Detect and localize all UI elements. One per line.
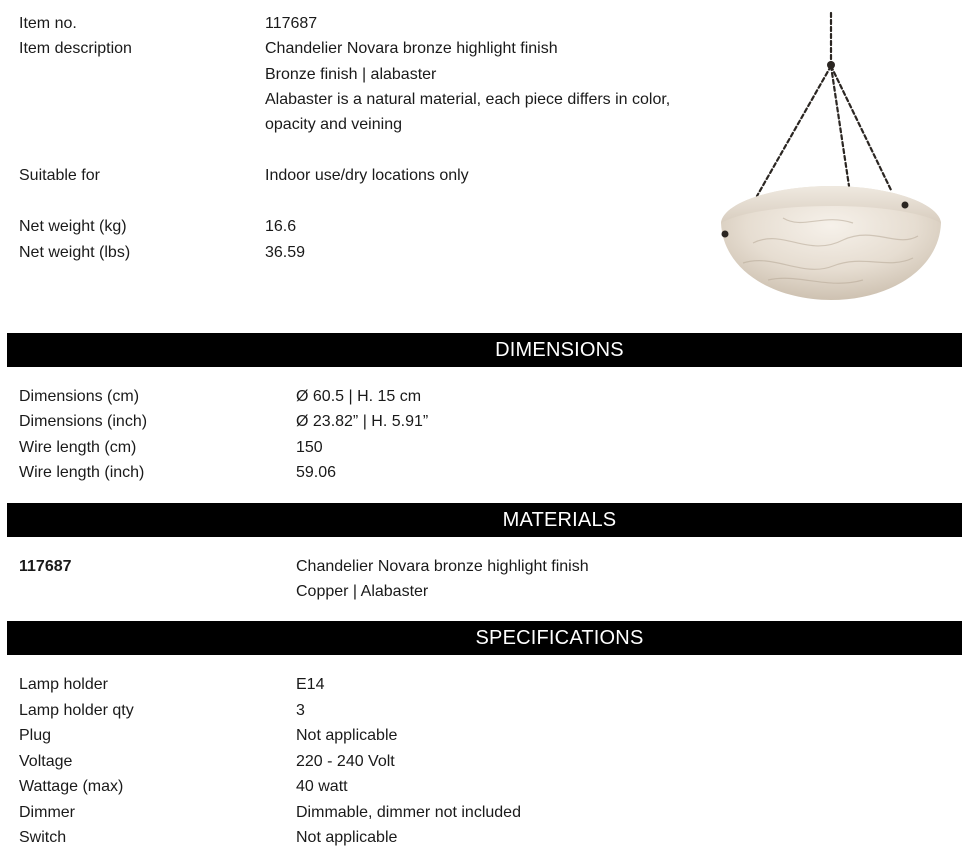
net-weight-kg-value: 16.6 [265,218,297,235]
spec-label: Lamp holder [19,676,108,693]
spec-value: Not applicable [296,829,398,846]
alabaster-chandelier-image [713,8,945,308]
materials-line: Chandelier Novara bronze highlight finish [296,558,589,575]
suitable-for-label: Suitable for [19,167,100,184]
spec-label: Lamp holder qty [19,702,134,719]
dimension-label: Dimensions (inch) [19,413,148,430]
dimension-value: 150 [296,439,323,456]
materials-title: MATERIALS [502,509,617,531]
materials-header [7,503,962,537]
spec-value: 3 [296,702,305,719]
specifications-title: SPECIFICATIONS [475,627,644,649]
item-description-line: opacity and veining [265,116,402,133]
spec-label: Wattage (max) [19,778,124,795]
item-description-line: Chandelier Novara bronze highlight finish [265,40,558,57]
item-description-label: Item description [19,40,132,57]
suitable-for-value: Indoor use/dry locations only [265,167,469,184]
item-no-label: Item no. [19,15,77,32]
dimension-value: Ø 23.82” | H. 5.91” [296,413,429,430]
item-no-value: 117687 [265,15,318,32]
net-weight-lbs-value: 36.59 [265,244,306,261]
spec-value: E14 [296,676,325,693]
spec-label: Plug [19,727,52,744]
dimensions-header [7,333,962,367]
item-description-line: Alabaster is a natural material, each piece differs in color, [265,91,671,108]
dimension-value: 59.06 [296,464,337,481]
dimension-value: Ø 60.5 | H. 15 cm [296,388,422,405]
dimension-label: Dimensions (cm) [19,388,140,405]
item-description-line: Bronze finish | alabaster [265,66,437,83]
materials-item-number: 117687 [19,558,72,575]
specifications-header [7,621,962,655]
spec-value: 40 watt [296,778,348,795]
spec-value: 220 - 240 Volt [296,753,395,770]
spec-label: Dimmer [19,804,75,821]
spec-label: Voltage [19,753,73,770]
spec-label: Switch [19,829,67,846]
net-weight-lbs-label: Net weight (lbs) [19,244,131,261]
dimension-label: Wire length (cm) [19,439,137,456]
dimensions-title: DIMENSIONS [495,339,624,361]
materials-line: Copper | Alabaster [296,583,429,600]
dimension-label: Wire length (inch) [19,464,145,481]
spec-value: Dimmable, dimmer not included [296,804,521,821]
net-weight-kg-label: Net weight (kg) [19,218,127,235]
spec-value: Not applicable [296,727,398,744]
